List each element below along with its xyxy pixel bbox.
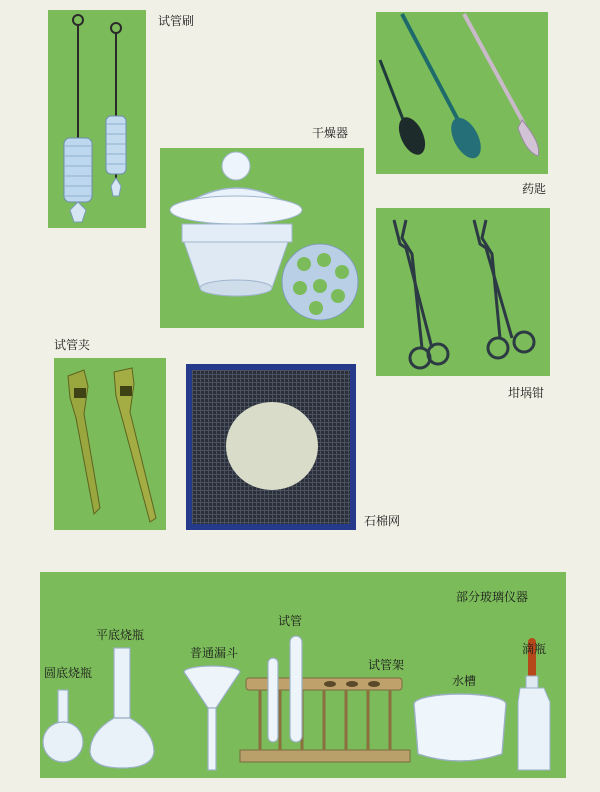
tongs-panel	[376, 208, 550, 376]
asbestos-center-disc	[226, 402, 318, 490]
water-trough-shape	[414, 694, 506, 761]
glassware-title: 部分玻璃仪器	[456, 590, 529, 604]
funnel-label: 普通漏斗	[190, 646, 239, 660]
round-flask-label: 圆底烧瓶	[44, 666, 93, 680]
flat-bottom-flask-shape	[90, 648, 154, 768]
tongs-label: 坩埚钳	[508, 386, 545, 400]
round-bottom-flask-shape	[43, 690, 83, 762]
brush-label: 试管刷	[158, 14, 195, 28]
dropper-label: 滴瓶	[522, 642, 547, 656]
test-tube-rack-shape	[240, 678, 410, 762]
desiccator-label: 干燥器	[312, 126, 349, 140]
flat-flask-label: 平底烧瓶	[96, 628, 145, 642]
clamp-label: 试管夹	[54, 338, 91, 352]
clamp-panel	[54, 358, 166, 530]
trough-label: 水槽	[452, 674, 477, 688]
crucible-tongs-illustration	[376, 208, 550, 376]
desiccator-panel	[160, 148, 364, 328]
dropper-bottle-shape	[518, 638, 550, 770]
spoon-panel	[376, 12, 548, 174]
glassware-panel	[40, 572, 566, 778]
medicine-spoon-illustration	[376, 12, 548, 174]
brush-panel	[48, 10, 146, 228]
test-tube-label: 试管	[278, 614, 303, 628]
funnel-shape	[184, 666, 240, 770]
test-tube-brush-illustration	[48, 10, 146, 228]
desiccator-illustration	[160, 148, 364, 328]
spoon-label: 药匙	[522, 182, 547, 196]
gauze-panel	[186, 364, 356, 530]
gauze-label: 石棉网	[364, 514, 401, 528]
test-tube-clamp-illustration	[54, 358, 166, 530]
rack-label: 试管架	[368, 658, 405, 672]
